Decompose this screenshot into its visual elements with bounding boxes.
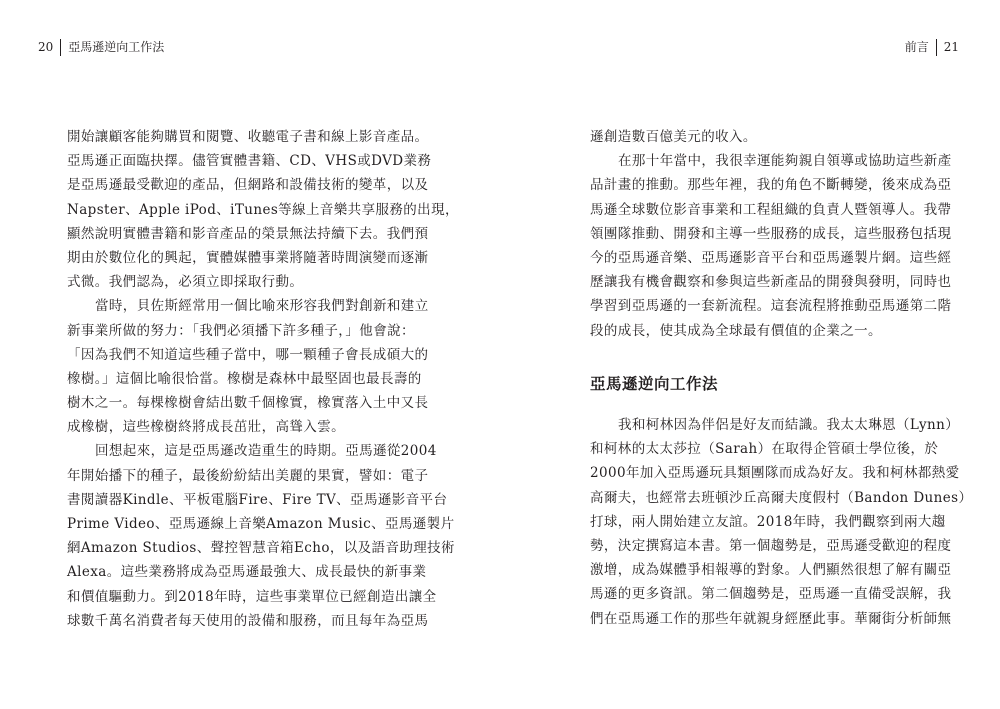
text-line: 段的成長，使其成為全球最有價值的企業之一。	[590, 322, 882, 339]
text-line: 回想起來，這是亞馬遜改造重生的時期。亞馬遜從2004	[95, 443, 437, 460]
text-line: 網Amazon Studios、聲控智慧音箱Echo，以及語音助理技術	[67, 540, 455, 557]
text-line: 馬遜的更多資訊。第二個趨勢是，亞馬遜一直備受誤解，我	[590, 586, 952, 603]
running-header-left	[38, 37, 164, 57]
text-line: 橡樹。」這個比喻很恰當。橡樹是森林中最堅固也最長壽的	[67, 370, 422, 387]
body-text-column	[590, 413, 973, 631]
text-line: 品計畫的推動。那些年裡，我的角色不斷轉變，後來成為亞	[590, 177, 952, 194]
text-line: 學習到亞馬遜的一套新流程。這套流程將推動亞馬遜第二階	[590, 298, 952, 315]
header-divider	[60, 39, 61, 56]
text-line: 馬遜全球數位影音事業和工程組織的負責人暨領導人。我帶	[590, 201, 952, 218]
text-line: 們在亞馬遜工作的那些年就親身經歷此事。華爾街分析師無	[590, 610, 952, 627]
text-line: 遜創造數百億美元的收入。	[590, 129, 757, 145]
header-divider	[936, 39, 937, 56]
body-text-column	[67, 125, 459, 633]
text-line: 是亞馬遜最受歡迎的產品，但網路和設備技術的變革，以及	[67, 177, 429, 194]
text-line: 我和柯林因為伴侶是好友而結識。我太太琳恩（Lynn）	[618, 417, 960, 433]
text-line: 開始讓顧客能夠購買和閱覽、收聽電子書和線上影音產品。	[67, 129, 429, 145]
text-line: 亞馬遜正面臨抉擇。儘管實體書籍、CD、VHS或DVD業務	[67, 153, 432, 170]
text-line: 激增，成為媒體爭相報導的對象。人們顯然很想了解有關亞	[590, 562, 952, 579]
text-line: 2000年加入亞馬遜玩具類團隊而成為好友。我和柯林都熱愛	[590, 465, 960, 482]
text-line: 打球，兩人開始建立友誼。2018年時，我們觀察到兩大趨	[590, 513, 946, 530]
text-line: 高爾夫，也經常去班頓沙丘高爾夫度假村（Bandon Dunes）	[590, 489, 973, 506]
text-line: 和柯林的太太莎拉（Sarah）在取得企管碩士學位後，於	[590, 441, 939, 458]
text-line: Napster、Apple iPod、iTunes等線上音樂共享服務的出現，	[67, 201, 459, 218]
running-title: 前言	[904, 40, 929, 54]
text-line: 式微。我們認為，必須立即採取行動。	[67, 274, 304, 291]
text-line: 領團隊推動、開發和主導一些服務的成長，這些服務包括現	[590, 225, 952, 242]
text-line: 球數千萬名消費者每天使用的設備和服務，而且每年為亞馬	[67, 612, 429, 629]
page-number: 21	[943, 40, 959, 54]
text-line: 樹木之一。每棵橡樹會結出數千個橡實，橡實落入土中又長	[67, 395, 429, 412]
text-line: Prime Video、亞馬遜線上音樂Amazon Music、亞馬遜製片	[67, 516, 455, 532]
body-text-column	[590, 125, 952, 343]
text-line: 顯然說明實體書籍和影音產品的榮景無法持續下去。我們預	[67, 225, 429, 242]
text-line: 當時，貝佐斯經常用一個比喻來形容我們對創新和建立	[95, 298, 429, 315]
text-line: 在那十年當中，我很幸運能夠親自領導或協助這些新產	[618, 153, 952, 170]
right-page	[500, 0, 1000, 709]
text-line: 年開始播下的種子，最後紛紛結出美麗的果實，譬如：電子	[67, 467, 429, 484]
text-line: 期由於數位化的興起，實體媒體事業將隨著時間演變而逐漸	[67, 249, 429, 266]
text-line: 成橡樹，這些橡樹終將成長茁壯，高聳入雲。	[67, 419, 345, 436]
text-line: 今的亞馬遜音樂、亞馬遜影音平台和亞馬遜製片網。這些經	[590, 249, 952, 266]
text-line: 歷讓我有機會觀察和參與這些新產品的開發與發明，同時也	[590, 274, 952, 291]
text-line: 和價值驅動力。到2018年時，這些事業單位已經創造出讓全	[67, 588, 437, 605]
section-heading: 亞馬遜逆向工作法	[590, 375, 719, 393]
running-header-right	[905, 37, 959, 57]
running-title: 亞馬遜逆向工作法	[68, 40, 165, 54]
text-line: 書閱讀器Kindle、平板電腦Fire、Fire TV、亞馬遜影音平台	[67, 491, 448, 508]
text-line: 新事業所做的努力：「我們必須播下許多種子，」他會說：	[67, 322, 415, 339]
text-line: 「因為我們不知道這些種子當中，哪一顆種子會長成碩大的	[67, 346, 429, 363]
text-line: 勢，決定撰寫這本書。第一個趨勢是，亞馬遜受歡迎的程度	[590, 537, 952, 554]
text-line: Alexa。這些業務將成為亞馬遜最強大、成長最快的新事業	[67, 564, 427, 581]
page-number: 20	[38, 40, 54, 54]
